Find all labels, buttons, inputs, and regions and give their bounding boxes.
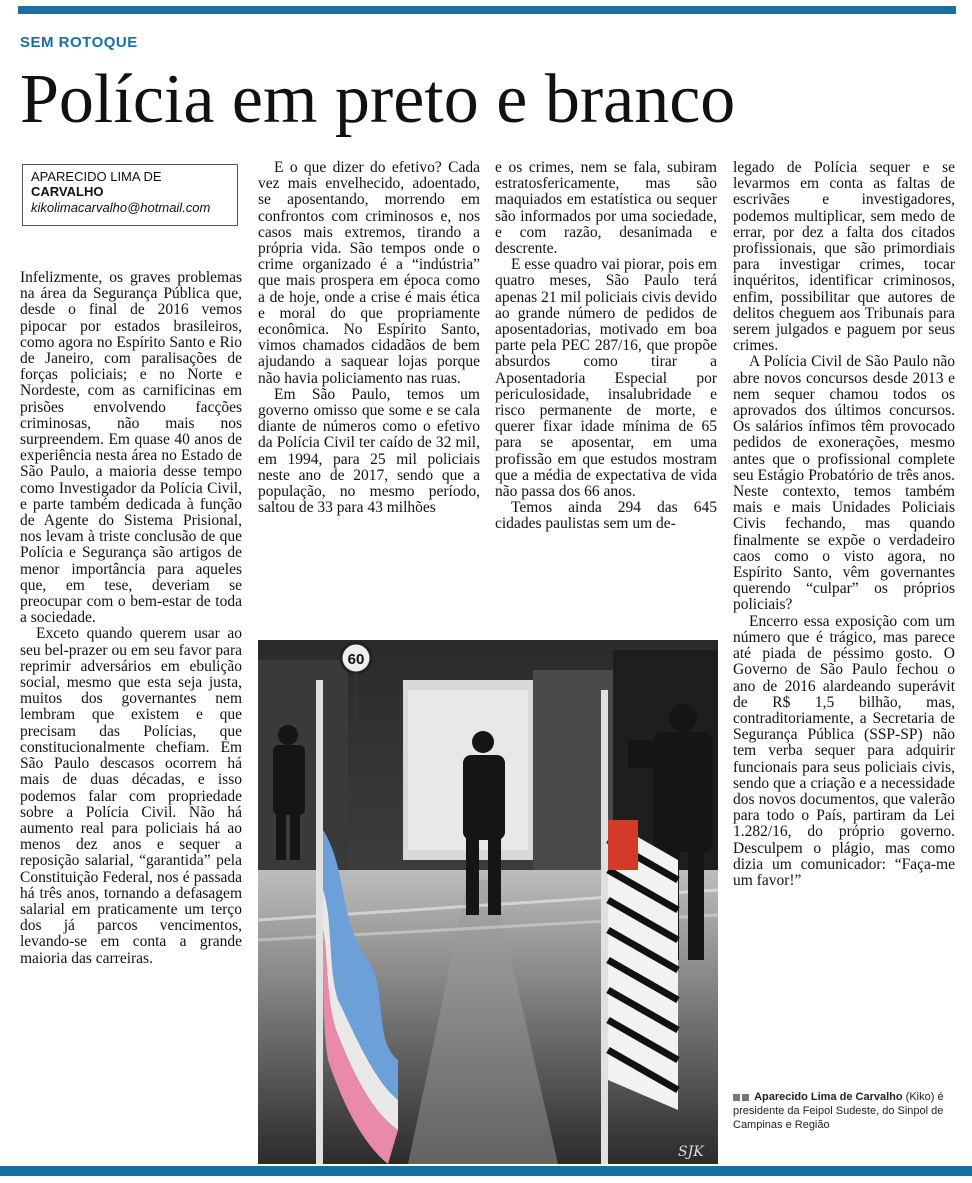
paragraph: E esse quadro vai piorar, pois em quatro meses, São Paulo terá apenas 21 mil policiais civis devido ao grande número de pedidos de aposentadorias, motivado em boa parte pela PEC 287/16, que propõe absurdos como tirar a Aposentadoria Especial por periculosidade, insalubridade e risco permanente de morte, e querer fixar idade mínima de 65 para se aposentar, em uma profissão em que estudos mostram que a média de expectativa de vida não passa dos 66 anos. — [495, 256, 717, 501]
speed-sign-label: 60 — [347, 651, 365, 668]
paragraph: Em São Paulo, temos um governo omisso que some e se cala diante de números como o efetivo da Polícia Civil ter caído de 32 mil, em 1994, para 25 mil policiais neste ano de 2017, sendo que a população, no mesmo período, saltou de 33 para 43 milhões — [258, 385, 480, 517]
paragraph: Infelizmente, os graves problemas na área da Segurança Pública que, desde o final de 2016 vemos pipocar por estados brasileiros, como agora no Espírito Santo e Rio de Janeiro, com paralisações de forças policiais; e no Norte e Nordeste, com as carnificinas em prisões envolvendo facções criminosas, não mais nos surpreendem. Em quase 40 anos de experiência nesta área no Estado de São Paulo, a maioria desse tempo como Investigador da Polícia Civil, e parte também dedicada à função de Agente do Sistema Prisional, nos levam à triste conclusão de que Polícia e Segurança são artigos de menor importância para aqueles que, em tese, deveriam se preocupar com o bem-estar de toda a sociedade. — [20, 269, 242, 627]
paragraph: E o que dizer do efetivo? Cada vez mais envelhecido, adoentado, se aposentando, morrendo em confrontos com criminosos e, nos casos mais extremos, tirando a própria vida. São tempos onde o crime organizado é a “indústria” que mais prospera em época como a de hoje, onde a crise é mais ética e moral do que propriamente econômica. No Espírito Santo, vimos chamados cidadãos de bem ajudando a saquear lojas porque não havia policiamento nas ruas. — [258, 159, 480, 387]
author-email: kikolimacarvalho@hotmail.com — [31, 200, 211, 215]
author-bio — [733, 1090, 955, 1132]
paragraph: Exceto quando querem usar ao seu bel-prazer ou em seu favor para reprimir adversários em ebulição social, mesmo que esta seja justa, muitos dos governantes nem lembram que existem e que precisam das Polícias, que constitucionalmente chefiam. Em São Paulo descasos ocorrem há mais de duas décadas, e isso podemos falar com propriedade sobre a Polícia Civil. Não há aumento real para policiais há ao menos dez anos e sequer a reposição salarial, “garantida” pela Constituição Federal, nos é passada há três anos, tornando a defasagem salarial em praticamente um terço dos já parcos vencimentos, levando-se em conta a grande maioria das carreiras. — [20, 625, 242, 967]
bottom-rule — [0, 1166, 972, 1176]
byline-box — [22, 164, 238, 226]
paragraph: A Polícia Civil de São Paulo não abre novos concursos desde 2013 e nem sequer chamou todos os aprovados dos últimos concursos. Os salários ínfimos têm provocado pedidos de exonerações, mesmo antes que o profissional complete seu Estágio Probatório de três anos. Neste contexto, temos também mais e mais Unidades Policiais Civis fechando, mas quando finalmente se expõe o verdadeiro caos como o visto agora, no Espírito Santo, vêm governantes querendo “culpar” os próprios policiais? — [733, 353, 955, 614]
artist-signature: SJK — [678, 1144, 704, 1160]
author-name-line2: CARVALHO — [31, 184, 104, 199]
illustration — [258, 640, 718, 1164]
author-name-line1: APARECIDO LIMA DE — [31, 169, 162, 184]
bullet-square-icon — [742, 1094, 749, 1101]
column-4 — [733, 160, 955, 1075]
top-rule — [18, 6, 956, 14]
illustration-svg — [258, 640, 718, 1164]
paragraph: Temos ainda 294 das 645 cidades paulistas sem um de- — [495, 499, 717, 533]
bio-nick: (Kiko) — [905, 1091, 935, 1103]
bullet-square-icon — [733, 1094, 740, 1101]
paragraph: Encerro essa exposição com um número que é trágico, mas parece até piada de péssimo gosto. O Governo de São Paulo fechou o ano de 2016 alardeando superávit de R$ 1,5 bilhão, mas, contraditoriamente, a Secretaria de Segurança Pública (SSP-SP) não tem verba sequer para adquirir funcionais para seus policiais civis, sendo que a criação e a necessidade dos novos documentos, que valerão para todo o País, partiram da Lei 1.282/16, do próprio governo. Desculpem o plágio, mas como dizia um comunicador: “Faça-me um favor!” — [733, 612, 955, 889]
column-2 — [258, 160, 480, 630]
column-1 — [20, 270, 242, 1140]
bio-name: Aparecido Lima de Carvalho — [754, 1091, 903, 1103]
headline: Polícia em preto e branco — [20, 61, 736, 138]
column-3 — [495, 160, 717, 630]
paragraph: e os crimes, nem se fala, subiram estratosfericamente, mas são maquiados em estatística ou sequer são informados por uma sociedade, e com razão, desanimada e descrente. — [495, 159, 717, 258]
bio-text: é presidente da Feipol Sudeste, do Sinpol de Campinas e Região — [733, 1091, 944, 1131]
paragraph: legado de Polícia sequer e se levarmos em conta as faltas de escrivães e investigadores, podemos multiplicar, sem medo de errar, por dez a falta dos citados profissionais, que são primordiais para investigar crimes, tocar inquéritos, identificar criminosos, enfim, possibilitar que autores de delitos cheguem aos Tribunais para serem julgados e paguem por seus crimes. — [733, 159, 955, 355]
section-kicker: SEM ROTOQUE — [20, 34, 138, 51]
